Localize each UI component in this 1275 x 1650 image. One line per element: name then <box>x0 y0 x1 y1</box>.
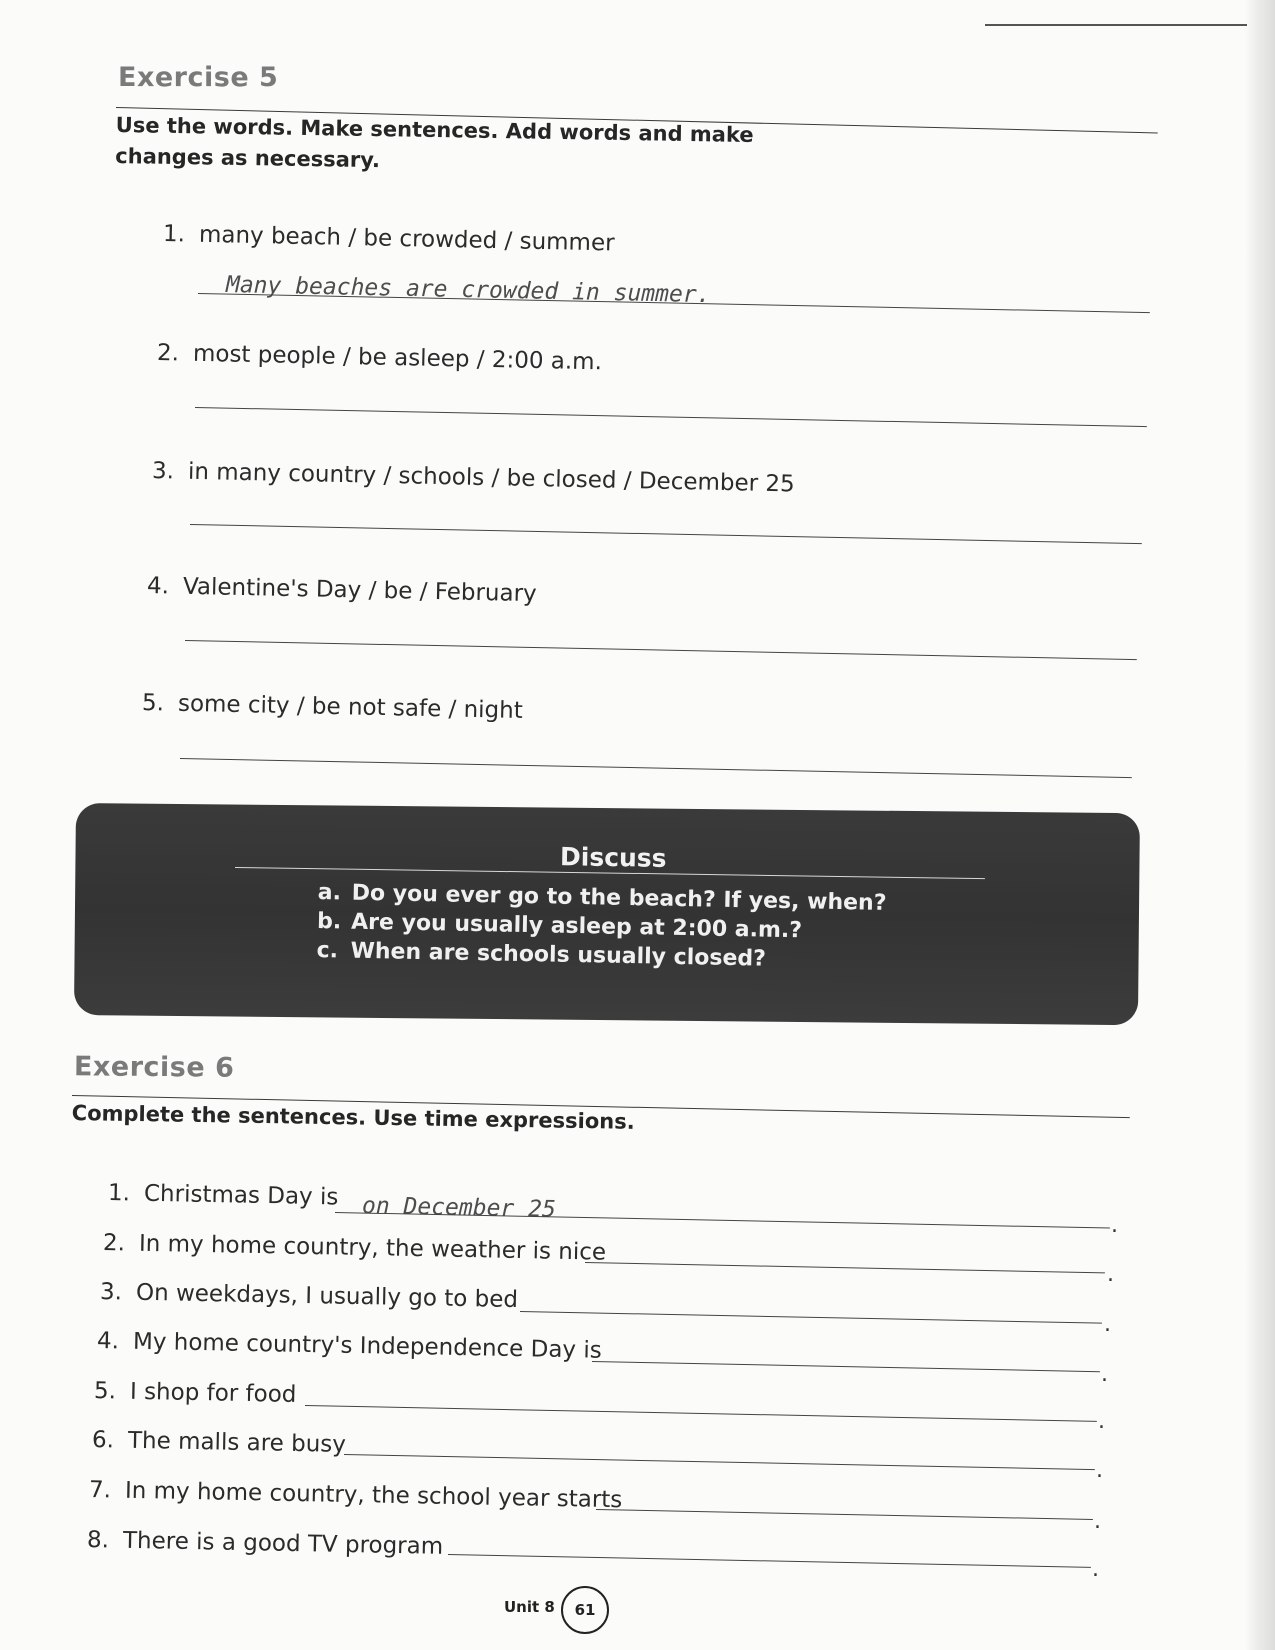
ex6-answer-line-4[interactable] <box>592 1361 1100 1372</box>
ex6-period-4: . <box>1101 1362 1108 1387</box>
item-number: 2. <box>102 1230 126 1257</box>
item-prompt: There is a good TV program <box>122 1527 444 1560</box>
item-prompt: most people / be asleep / 2:00 a.m. <box>192 340 603 376</box>
item-prompt: In my home country, the school year starts <box>124 1477 623 1514</box>
ex6-item-7 <box>89 1477 623 1513</box>
ex6-answer-line-5[interactable] <box>305 1405 1097 1422</box>
ex6-period-6: . <box>1096 1458 1103 1483</box>
item-number: 3. <box>99 1279 123 1306</box>
exercise5-title: Exercise 5 <box>118 62 279 93</box>
item-number: 5. <box>93 1378 117 1405</box>
ex6-answer-line-6[interactable] <box>344 1454 1095 1470</box>
ex6-period-7: . <box>1094 1509 1101 1534</box>
ex6-answer-line-2[interactable] <box>585 1262 1105 1273</box>
ex5-item-1 <box>163 221 615 256</box>
ex5-item-2 <box>157 340 602 375</box>
ex5-answer-line-5[interactable] <box>180 758 1132 778</box>
ex5-item-4 <box>147 573 537 607</box>
item-number: 1. <box>107 1180 131 1207</box>
ex6-period-2: . <box>1107 1262 1114 1287</box>
item-number: 8. <box>86 1527 110 1554</box>
ex6-item-3 <box>100 1279 519 1313</box>
exercise5-instructions: Use the words. Make sentences. Add words and make changes as necessary. <box>115 112 754 173</box>
ex5-answer-line-4[interactable] <box>185 640 1137 660</box>
footer-unit-label: Unit 8 <box>504 1598 555 1616</box>
item-number: 2. <box>156 340 180 367</box>
question-letter: c. <box>316 937 339 964</box>
ex5-answer-line-3[interactable] <box>190 524 1142 544</box>
question-text: Do you ever go to the beach? If yes, when? <box>351 880 887 916</box>
question-letter: b. <box>316 908 342 935</box>
item-prompt: My home country's Independence Day is <box>132 1328 602 1364</box>
question-text: Are you usually asleep at 2:00 a.m.? <box>350 909 803 944</box>
ex6-period-1: . <box>1111 1213 1118 1238</box>
discuss-questions <box>316 878 886 976</box>
item-number: 5. <box>141 690 165 717</box>
ex6-period-5: . <box>1098 1409 1105 1434</box>
ex6-item-1 <box>108 1180 339 1210</box>
page-number-badge <box>561 1586 609 1634</box>
ex6-period-3: . <box>1104 1312 1111 1337</box>
ex6-answer-line-7[interactable] <box>596 1509 1093 1520</box>
ex5-answer-1: Many beaches are crowded in summer. <box>225 272 711 309</box>
ex6-answer-line-8[interactable] <box>448 1554 1091 1568</box>
item-prompt: The malls are busy <box>127 1427 347 1458</box>
ex6-item-8 <box>87 1527 444 1560</box>
item-prompt: many beach / be crowded / summer <box>198 221 615 257</box>
ex6-period-8: . <box>1092 1557 1099 1582</box>
item-prompt: In my home country, the weather is nice <box>138 1230 607 1266</box>
ex5-answer-line-2[interactable] <box>195 407 1147 427</box>
item-number: 4. <box>96 1328 120 1355</box>
ex6-item-4 <box>97 1328 602 1364</box>
exercise6-title: Exercise 6 <box>73 1051 235 1084</box>
item-number: 3. <box>151 458 175 485</box>
discuss-title: Discuss <box>559 842 667 873</box>
question-text: When are schools usually closed? <box>350 938 767 972</box>
item-prompt: Christmas Day is <box>143 1180 339 1211</box>
item-number: 6. <box>91 1427 115 1454</box>
item-number: 7. <box>88 1477 112 1504</box>
page-edge-shadow <box>1245 0 1275 1650</box>
item-prompt: On weekdays, I usually go to bed <box>135 1279 519 1314</box>
ex6-answer-1: on December 25 <box>361 1193 557 1223</box>
page-number: 61 <box>574 1601 596 1619</box>
scan-edge-line <box>985 24 1247 26</box>
item-prompt: in many country / schools / be closed / December 25 <box>187 458 795 498</box>
ex6-item-5 <box>94 1378 297 1408</box>
exercise6-instructions: Complete the sentences. Use time expressions. <box>71 1100 635 1134</box>
item-prompt: some city / be not safe / night <box>177 690 524 724</box>
question-letter: a. <box>317 879 342 906</box>
ex5-item-5 <box>142 690 523 724</box>
ex6-item-6 <box>92 1427 346 1458</box>
item-prompt: Valentine's Day / be / February <box>182 573 537 608</box>
item-number: 1. <box>162 221 186 248</box>
item-prompt: I shop for food <box>129 1378 297 1408</box>
ex6-answer-line-3[interactable] <box>520 1311 1102 1324</box>
ex6-item-2 <box>103 1230 607 1266</box>
ex5-item-3 <box>152 458 795 497</box>
item-number: 4. <box>146 573 170 600</box>
